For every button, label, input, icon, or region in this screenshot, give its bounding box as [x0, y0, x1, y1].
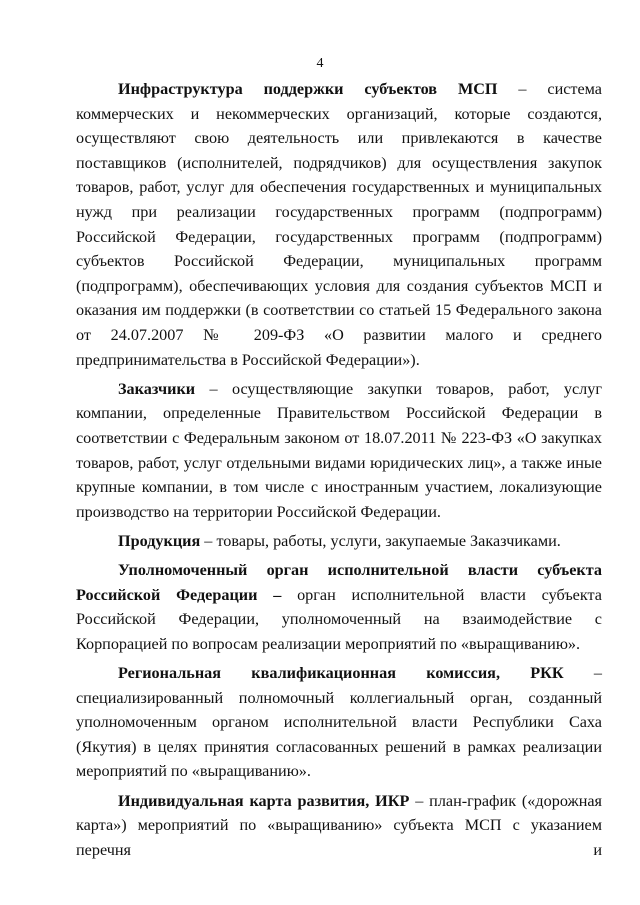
definition-text: орган исполнительной власти субъекта Российской Федерации, уполномоченный на взаимодействие с Корпорацией по вопросам реализации мероприятий по «выращиванию».: [76, 585, 602, 653]
definition-text: – система коммерческих и некоммерческих организаций, которые создаются, осуществляют свою деятельность или привлекаются в качестве поставщиков (исполнителей, подрядчиков) для осуществления закупок товаров, работ, услуг для обеспечения государственных и муниципальных нужд при реализации государственных программ (подпрограмм) Российской Федерации, государственных программ (подпрограмм) субъектов Российской Федерации, муниципальных программ (подпрограмм), обеспечивающих условия для создания субъектов МСП и оказания им поддержки (в соответствии со статьей 15 Федерального закона от 24.07.2007 № 209-ФЗ «О развитии малого и среднего предпринимательства в Российской Федерации»).: [76, 80, 602, 369]
document-body: [76, 77, 602, 867]
definition-text: – план-график («дорожная карта») мероприятий по «выращиванию» субъекта МСП с указанием перечня и: [76, 791, 602, 859]
definition-customers: [76, 377, 602, 525]
definition-text: – специализированный полномочный коллегиальный орган, созданный уполномоченным органом исполнительной власти Республики Саха (Якутия) в целях принятия согласованных решений в рамках реализации мероприятий по «выращиванию».: [76, 664, 603, 781]
definition-text: – товары, работы, услуги, закупаемые Заказчиками.: [200, 531, 561, 550]
definition-individual-map: [76, 789, 602, 863]
definition-authorized-body: [76, 558, 602, 656]
page-number: 4: [316, 56, 324, 71]
definition-term: Инфраструктура поддержки субъектов МСП: [118, 80, 498, 98]
definition-text: – осуществляющие закупки товаров, работ, услуг компании, определенные Правительством Российской Федерации в соответствии с Федеральным законом от 18.07.2011 № 223-ФЗ «О закупках товаров, работ, услуг отдельными видами юридических лиц», а также иные крупные компании, в том числе с иностранным участием, локализующие производство на территории Российской Федерации.: [76, 379, 602, 521]
definition-term: Индивидуальная карта развития, ИКР: [118, 791, 410, 810]
definition-term: Уполномоченный орган исполнительной власти субъекта Российской Федерации –: [76, 561, 602, 604]
definition-infrastructure: [76, 77, 602, 372]
definition-term: Продукция: [118, 531, 201, 550]
definition-regional-commission: [76, 661, 602, 784]
definition-term: Региональная квалификационная комиссия, РКК: [118, 664, 564, 683]
definition-products: [76, 529, 602, 554]
definition-term: Заказчики: [118, 379, 196, 398]
